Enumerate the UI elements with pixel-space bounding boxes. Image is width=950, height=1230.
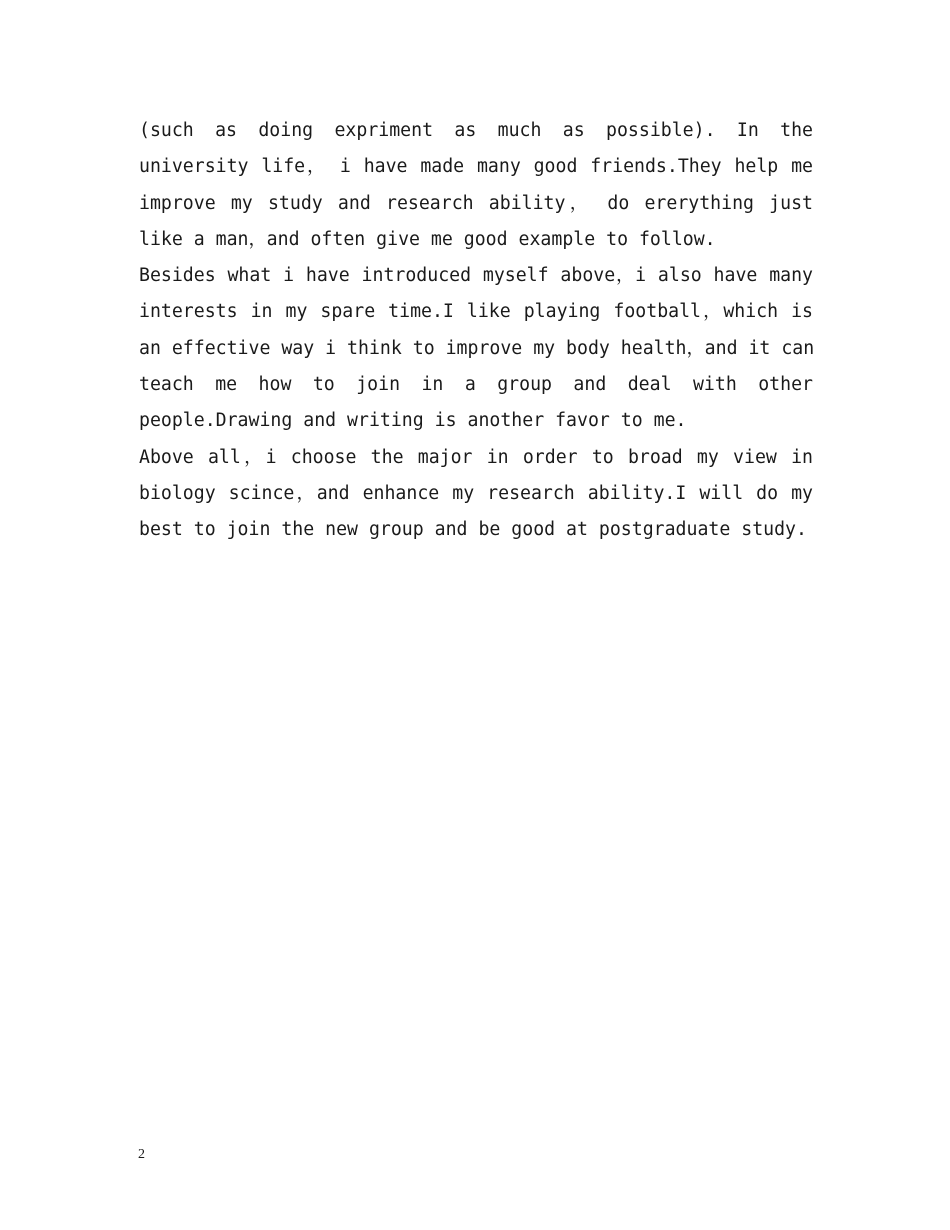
text-line: best to join the new group and be good at postgraduate study. <box>139 519 807 541</box>
text-line: university life， i have made many good friends.They help me <box>139 156 813 178</box>
text-line: an effective way i think to improve my body health，and it can <box>139 337 815 359</box>
text-line: people.Drawing and writing is another favor to me. <box>139 410 687 432</box>
text-line: improve my study and research ability， do ererything just <box>139 192 813 214</box>
text-line: Above all，i choose the major in order to broad my view in <box>139 446 813 468</box>
text-line: interests in my spare time.I like playing football，which is <box>139 301 813 323</box>
text-line: like a man，and often give me good example to follow. <box>139 228 716 250</box>
text-line: biology scince，and enhance my research ability.I will do my <box>139 482 813 504</box>
body-text <box>139 113 813 549</box>
text-line: Besides what i have introduced myself above，i also have many <box>139 265 813 287</box>
text-line: teach me how to join in a group and deal with other <box>139 374 813 396</box>
page-number: 2 <box>138 1147 145 1162</box>
text-line: (such as doing expriment as much as possible). In the <box>139 120 813 141</box>
